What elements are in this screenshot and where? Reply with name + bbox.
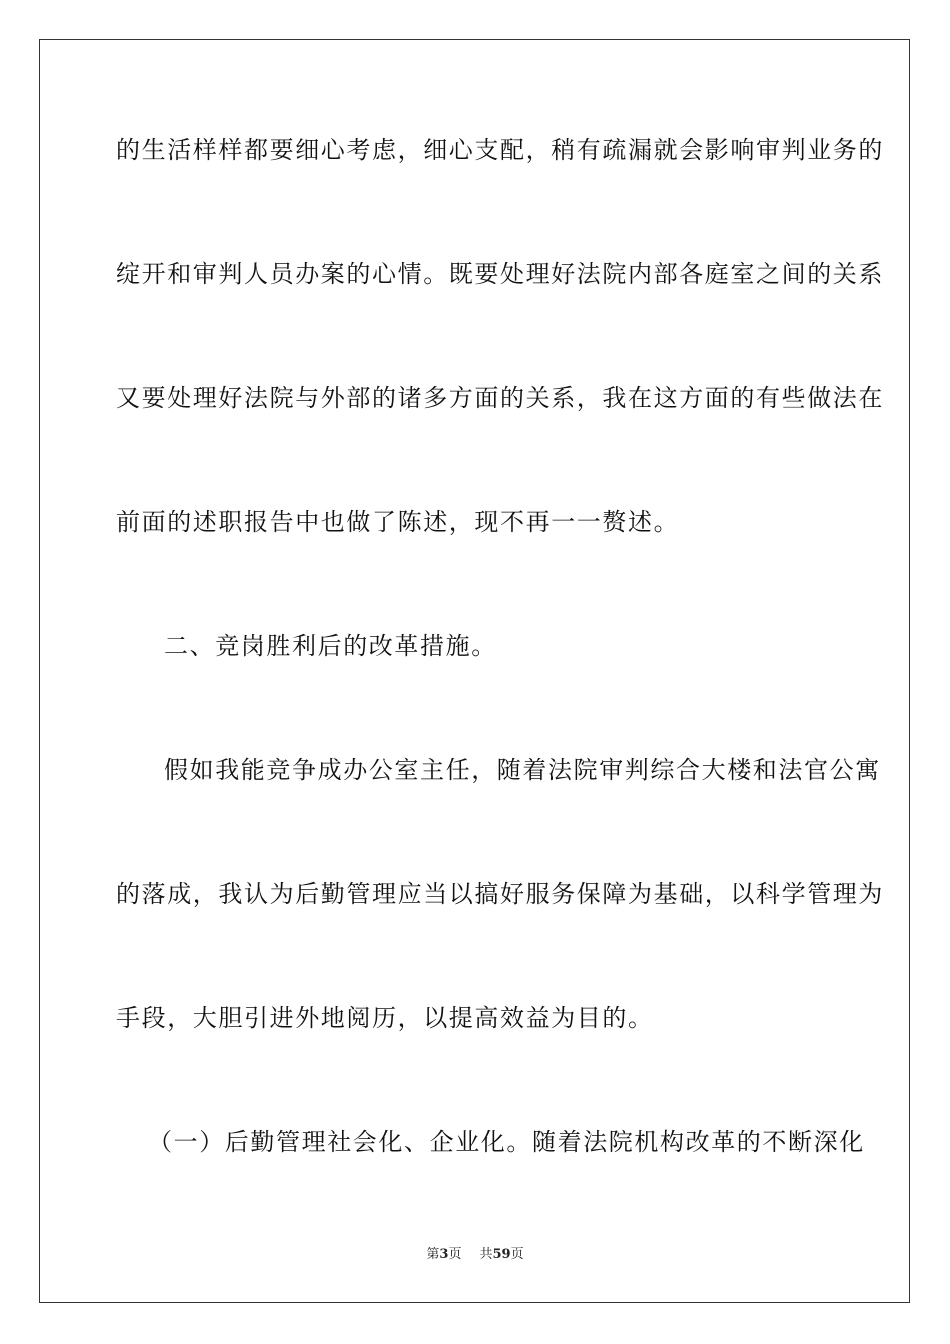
- page-prefix: 第: [426, 1247, 440, 1262]
- body-line-6: 假如我能竞争成办公室主任，随着法院审判综合大楼和法官公寓: [164, 756, 881, 784]
- body-line-7: 的落成，我认为后勤管理应当以搞好服务保障为基础，以科学管理为: [116, 880, 884, 908]
- total-prefix: 共: [479, 1247, 493, 1262]
- page-border: [39, 39, 910, 1303]
- total-pages: 59: [492, 1247, 511, 1262]
- page-number: 3: [439, 1247, 449, 1262]
- body-line-8: 手段，大胆引进外地阅历，以提高效益为目的。: [116, 1004, 654, 1032]
- body-line-4: 前面的述职报告中也做了陈述，现不再一一赘述。: [116, 508, 680, 536]
- body-line-2: 绽开和审判人员办案的心情。既要处理好法院内部各庭室之间的关系: [116, 260, 884, 288]
- section-heading: 二、竞岗胜利后的改革措施。: [164, 632, 497, 660]
- total-suffix: 页: [510, 1247, 524, 1262]
- body-line-3: 又要处理好法院与外部的诸多方面的关系，我在这方面的有些做法在: [116, 384, 884, 412]
- page-footer: [0, 1246, 950, 1264]
- body-line-1: 的生活样样都要细心考虑，细心支配，稍有疏漏就会影响审判业务的: [116, 136, 884, 164]
- subsection-line: （一）后勤管理社会化、企业化。随着法院机构改革的不断深化: [148, 1128, 865, 1156]
- page-suffix: 页: [448, 1247, 462, 1262]
